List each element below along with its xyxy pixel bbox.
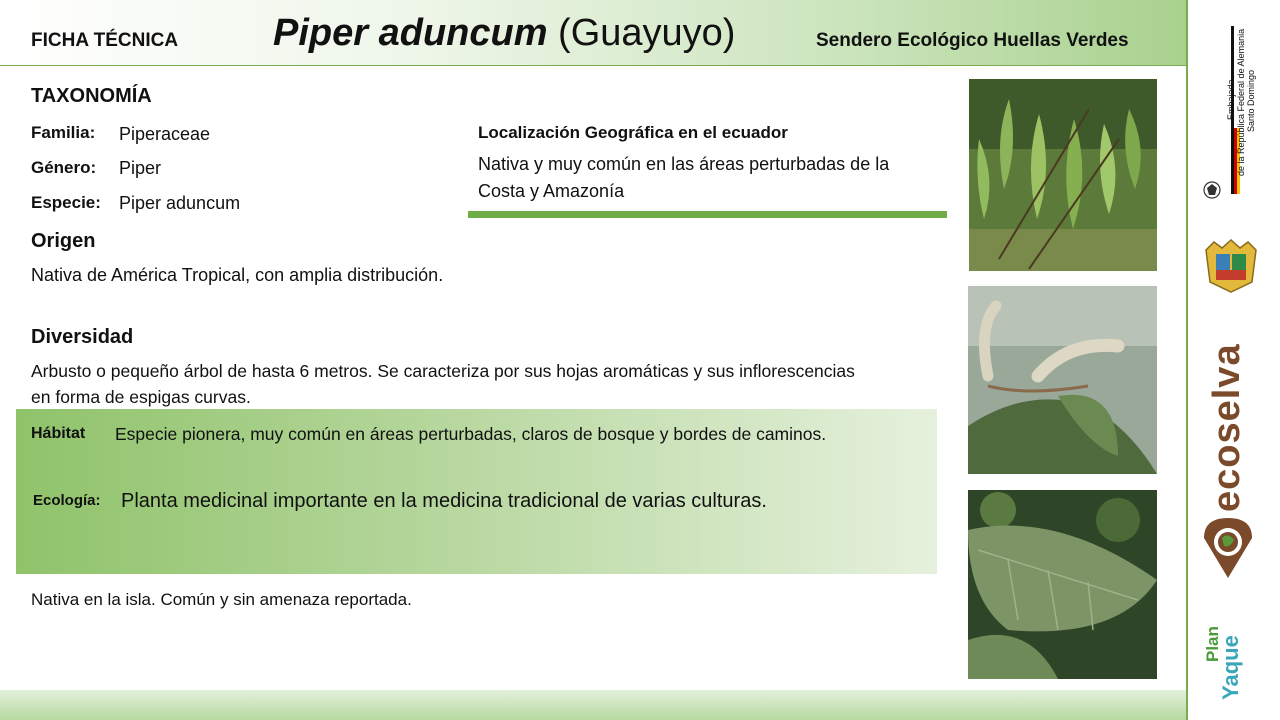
embassy-text-3: Santo Domingo [1246, 69, 1256, 132]
location-heading: Localización Geográfica en el ecuador [478, 123, 788, 142]
genero-label: Género: [31, 158, 97, 177]
origin-heading: Origen [31, 230, 96, 252]
diversity-line-2: en forma de espigas curvas. [31, 387, 251, 407]
location-divider [468, 211, 947, 218]
side-divider [1186, 0, 1188, 720]
embassy-text-2: de la República Federal de Alemania [1236, 28, 1246, 176]
photo-inflorescence [968, 286, 1157, 474]
especie-value: Piper aduncum [119, 193, 241, 213]
santo-domingo-shield-icon [1202, 238, 1260, 294]
taxonomy-heading: TAXONOMÍA [31, 85, 152, 107]
plan-yaque-yaque: Yaque [1218, 635, 1243, 700]
sendero-label: Sendero Ecológico Huellas Verdes [816, 30, 1129, 51]
header-banner [0, 0, 1186, 66]
ficha-label: FICHA TÉCNICA [31, 30, 179, 51]
page-title [273, 12, 735, 55]
familia-value: Piperaceae [119, 124, 211, 144]
photo-leaf-texture [968, 490, 1157, 679]
habitat-text: Especie pionera, muy común en áreas perturbadas, claros de bosque y bordes de caminos. [115, 424, 827, 444]
footer-bar [0, 690, 1186, 720]
location-line-1: Nativa y muy común en las áreas perturbadas de la [478, 154, 890, 174]
location-line-2: Costa y Amazonía [478, 181, 625, 201]
diversity-line-1: Arbusto o pequeño árbol de hasta 6 metros. Se caracteriza por sus hojas aromáticas y sus inflorescencias [31, 361, 855, 381]
photo-plant-leaves [969, 79, 1157, 271]
ecology-text: Planta medicinal importante en la medicina tradicional de varias culturas. [121, 490, 767, 512]
habitat-label: Hábitat [31, 425, 86, 442]
ecoselva-wordmark: ecoselva [1206, 343, 1248, 512]
conservation-status: Nativa en la isla. Común y sin amenaza reportada. [31, 590, 412, 609]
scientific-name: Piper aduncum [273, 12, 548, 54]
genero-value: Piper [119, 158, 162, 178]
plan-yaque-plan: Plan [1203, 626, 1222, 662]
embassy-text-1: Embajada [1226, 79, 1236, 120]
common-name: (Guayuyo) [547, 12, 736, 54]
especie-label: Especie: [31, 193, 101, 212]
origin-text: Nativa de América Tropical, con amplia distribución. [31, 265, 444, 285]
familia-label: Familia: [31, 123, 96, 142]
diversity-heading: Diversidad [31, 326, 134, 348]
ecology-label: Ecología: [33, 492, 101, 509]
